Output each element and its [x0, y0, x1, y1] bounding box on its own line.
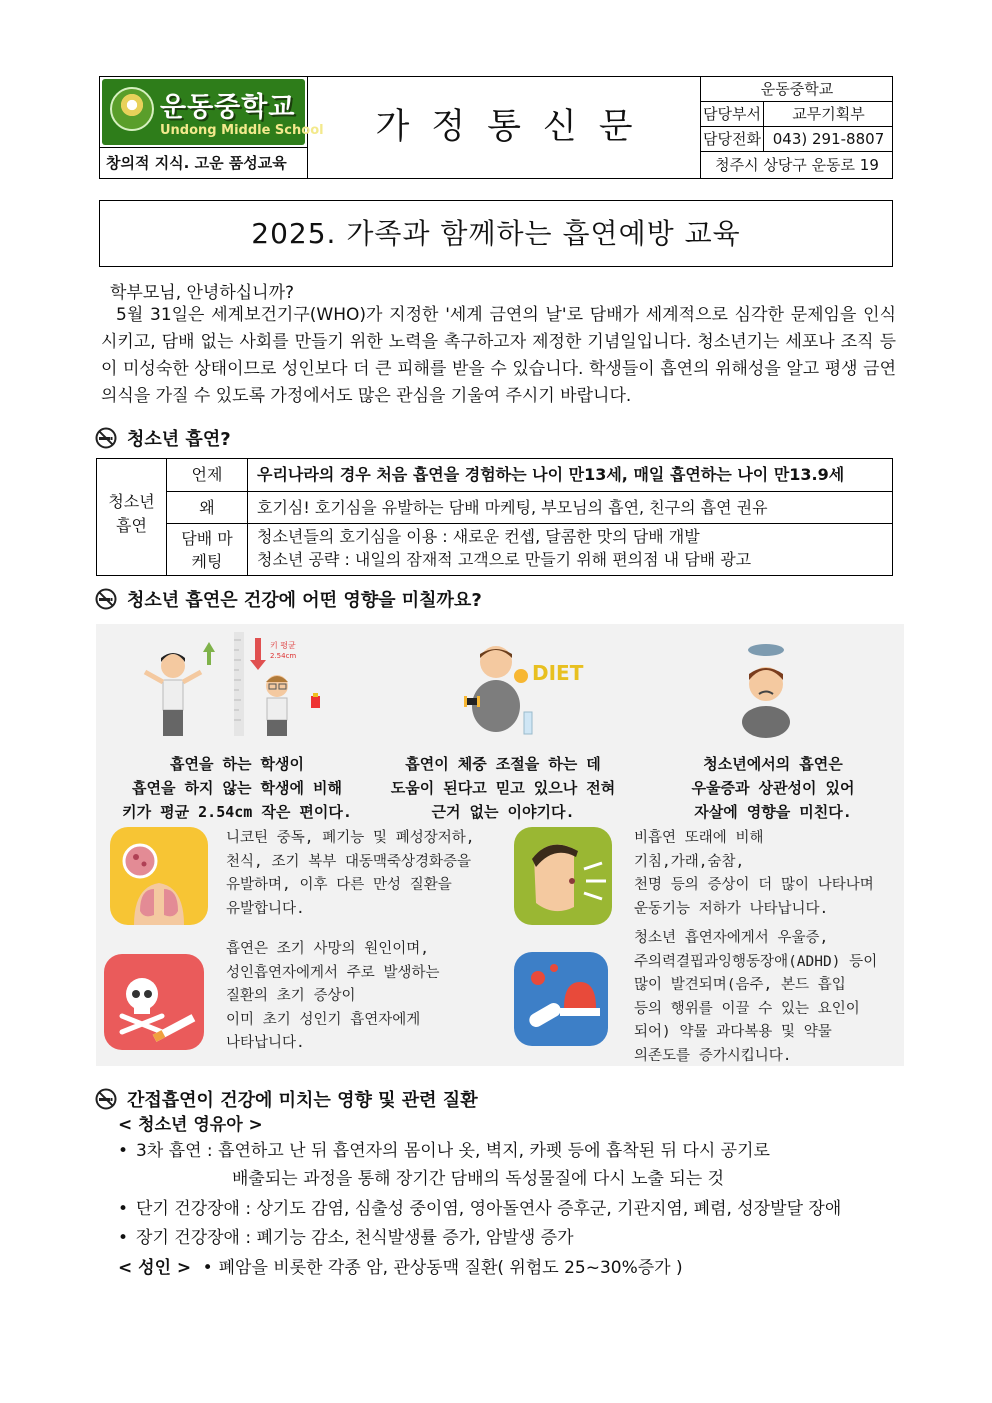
- caption-height: 흡연을 하는 학생이 흡연을 하지 않는 학생에 비해 키가 평균 2.54cm 작은 편이다.: [122, 755, 352, 821]
- effect-text-lungs: 니코틴 중독, 폐기능 및 폐성장저하, 천식, 조기 복부 대동맥죽상경화증을 유발하며, 이후 다른 만성 질환을 유발합니다.: [226, 830, 475, 917]
- adult-label: < 성인 >: [118, 1258, 192, 1278]
- youth-smoking-table: [96, 458, 893, 576]
- svg-text:2.54cm: 2.54cm: [270, 652, 297, 660]
- value-marketing-2: 청소년 공략 : 내일의 잠재적 고객으로 만들기 위해 편의점 내 담배 광고: [257, 550, 752, 569]
- coughing-person-icon: [514, 827, 612, 925]
- no-smoking-icon: [95, 588, 117, 610]
- department-label: 담당부서: [701, 102, 764, 126]
- section-health-effects-heading: [95, 586, 482, 612]
- value-when: 우리나라의 경우 처음 흡연을 경험하는 나이 만13세, 매일 흡연하는 나이 만13.9세: [248, 459, 892, 492]
- effect-text-adhd: 청소년 흡연자에게서 우울증, 주의력결핍과잉행동장애(ADHD) 등이 많이 발견되며(음주, 본드 흡입 등의 행위를 이끌 수 있는 요인이 되어) 약물 과다복용 및 약물 의존도를 증가시킵니다.: [634, 930, 878, 1064]
- no-smoking-icon: [95, 427, 117, 449]
- svg-text:키 평균: 키 평균: [270, 641, 296, 650]
- effect-text-early-death: 흡연은 조기 사망의 원인이며, 성인흡연자에게서 주로 발생하는 질환의 초기 증상이 이미 초기 성인기 흡연자에게 나타납니다.: [226, 941, 440, 1051]
- main-title: 2025. 가족과 함께하는 흡연예방 교육: [99, 200, 893, 267]
- school-name: 운동중학교: [701, 77, 893, 102]
- section-heading-text: 간접흡연이 건강에 미치는 영향 및 관련 질환: [127, 1090, 478, 1111]
- effect-text-cough: 비흡연 또래에 비해 기침,가래,숨참, 천명 등의 증상이 더 많이 나타나며 운동기능 저하가 나타납니다.: [634, 830, 874, 917]
- school-address: 청주시 상당구 운동로 19: [715, 156, 879, 174]
- pills-alarm-icon: [514, 952, 608, 1046]
- section-secondhand-smoke-heading: [95, 1086, 478, 1112]
- label-marketing: 담배 마케팅: [167, 524, 248, 575]
- logo-school-name: 운동중학교: [160, 92, 296, 123]
- bullet-third-hand-smoke-cont: 배출되는 과정을 통해 장기간 담배의 독성물질에 다시 노출 되는 것: [232, 1169, 725, 1189]
- phone-row: [701, 127, 893, 152]
- school-logo: [102, 79, 324, 145]
- health-effects-infographic: [96, 624, 904, 1066]
- intro-paragraph: 5월 31일은 세계보건기구(WHO)가 지정한 '세계 금연의 날'로 담배가 세계적으로 심각한 문제임을 인식시키고, 담배 없는 사회를 만들기 위한 노력을 촉구하고자 제정한 기념일입니다. 청소년기는 세포나 조직 등이 미성숙한 상태이므로 성인보다 더 큰 피해를 받을 수 있습니다. 학생들이 흡연의 위해성을 알고 평생 금연 의식을 가질 수 있도록 가정에서도 많은 관심을 기울여 주시기 바랍니다.: [101, 305, 896, 406]
- subheading-youth-infant: < 청소년 영유아 >: [118, 1115, 263, 1135]
- phone-label: 담당전화: [701, 127, 764, 151]
- section-youth-smoking-heading: [95, 425, 231, 451]
- adult-text: 폐암을 비롯한 각종 암, 관상동맥 질환( 위험도 25~30%증가 ): [218, 1258, 683, 1278]
- logo-cell: [100, 77, 324, 148]
- height-comparison-illustration: [131, 630, 341, 738]
- contact-info: [700, 77, 892, 178]
- document-type-title: 가정통신문: [375, 107, 655, 147]
- bullet-short-term: • 단기 건강장애 : 상기도 감염, 심출성 중이염, 영아돌연사 증후군, 기관지염, 폐렴, 성장발달 장애: [118, 1199, 842, 1219]
- logo-english-name: Undong Middle School: [160, 123, 324, 138]
- no-smoking-icon: [95, 1088, 117, 1110]
- lungs-icon: [110, 827, 208, 925]
- bullet-third-hand-smoke: • 3차 흡연 : 흡연하고 난 뒤 흡연자의 몸이나 옷, 벽지, 카펫 등에 흡착된 뒤 다시 공기로: [118, 1141, 770, 1161]
- greeting: 학부모님, 안녕하십니까?: [110, 283, 295, 303]
- adult-effects-line: < 성인 > • 폐암을 비롯한 각종 암, 관상동맥 질환( 위험도 25~30%증가 ): [118, 1258, 683, 1278]
- value-marketing-1: 청소년들의 호기심을 이용 : 새로운 컨셉, 달콤한 맛의 담배 개발: [257, 527, 700, 546]
- depressed-student-illustration: [726, 642, 806, 738]
- skull-cigarette-icon: [104, 954, 204, 1050]
- bullet-long-term: • 장기 건강장애 : 폐기능 감소, 천식발생률 증가, 암발생 증가: [118, 1228, 574, 1248]
- phone-value: 043) 291-8807: [772, 130, 885, 148]
- label-why: 왜: [167, 492, 248, 524]
- school-emblem-icon: [110, 87, 154, 131]
- caption-weight: 흡연이 체중 조절을 하는 데 도움이 된다고 믿고 있으나 전혀 근거 없는 이야기다.: [390, 755, 616, 821]
- department-value: 교무기획부: [792, 105, 865, 123]
- department-row: [701, 102, 893, 127]
- diet-illustration: [456, 640, 584, 738]
- letterhead: [99, 76, 893, 179]
- section-heading-text: 청소년 흡연은 건강에 어떤 영향을 미칠까요?: [127, 590, 482, 611]
- table-row-header: 청소년 흡연: [97, 459, 167, 575]
- section-heading-text: 청소년 흡연?: [127, 429, 231, 450]
- svg-text:DIET: DIET: [532, 661, 584, 685]
- caption-depression: 청소년에서의 흡연은 우울증과 상관성이 있어 자살에 영향을 미친다.: [691, 755, 855, 821]
- label-when: 언제: [167, 459, 248, 492]
- school-motto: 창의적 지식. 고운 품성교육: [100, 148, 308, 178]
- value-why: 호기심! 호기심을 유발하는 담배 마케팅, 부모님의 흡연, 친구의 흡연 권유: [248, 492, 892, 524]
